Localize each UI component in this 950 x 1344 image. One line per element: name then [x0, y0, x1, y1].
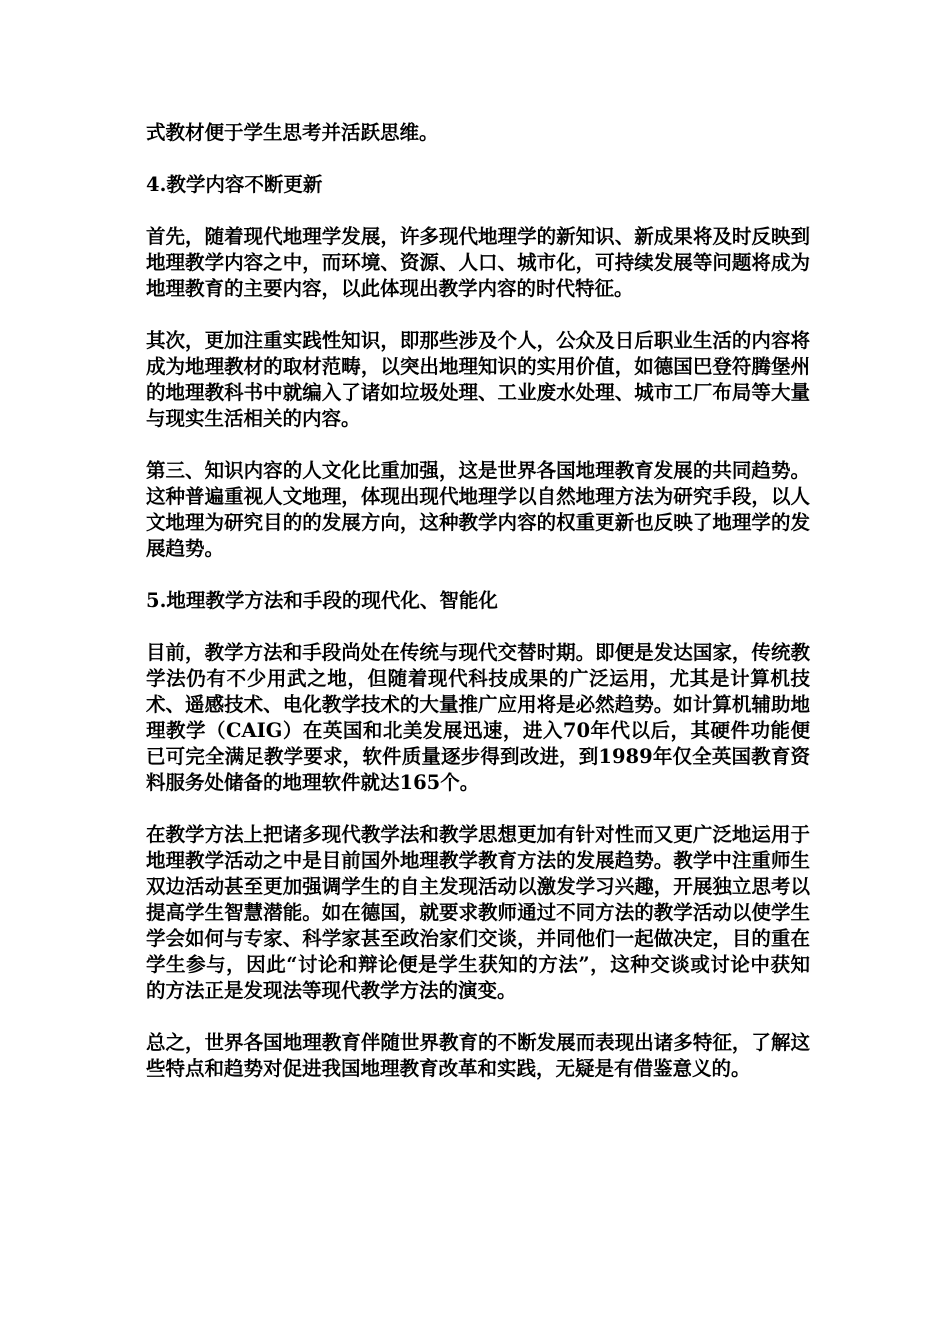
section-heading-5: 5.地理教学方法和手段的现代化、智能化 — [146, 589, 498, 612]
paragraph-continuation: 式教材便于学生思考并活跃思维。 — [146, 121, 439, 144]
paragraph-methods-trend: 在教学方法上把诸多现代教学法和教学思想更加有针对性而又更广泛地运用于地理教学活动之中是目前国外地理教学教育方法的发展趋势。教学中注重师生双边活动甚至更加强调学生的自主发现活动以激发学习兴趣，开展独立思考以提高学生智慧潜能。如在德国，就要求教师通过不同方法的教学活动以使学生学会如何与专家、科学家甚至政治家们交谈，并同他们一起做决定，目的重在学生参与，因此“讨论和辩论便是学生获知的方法”，这种交谈或讨论中获知的方法正是发现法等现代教学方法的演变。 — [146, 823, 810, 1002]
paragraph-first: 首先，随着现代地理学发展，许多现代地理学的新知识、新成果将及时反映到地理教学内容之中，而环境、资源、人口、城市化，可持续发展等问题将成为地理教育的主要内容，以此体现出教学内容的时代特征。 — [146, 225, 810, 300]
section-heading-4: 4.教学内容不断更新 — [146, 173, 323, 196]
paragraph-third: 第三、知识内容的人文化比重加强，这是世界各国地理教育发展的共同趋势。这种普遍重视人文地理，体现出现代地理学以自然地理方法为研究手段，以人文地理为研究目的的发展方向，这种教学内容的权重更新也反映了地理学的发展趋势。 — [146, 459, 810, 560]
paragraph-second: 其次，更加注重实践性知识，即那些涉及个人，公众及日后职业生活的内容将成为地理教材的取材范畴，以突出地理知识的实用价值，如德国巴登符腾堡州的地理教科书中就编入了诸如垃圾处理、工业废水处理、城市工厂布局等大量与现实生活相关的内容。 — [146, 329, 810, 430]
paragraph-conclusion: 总之，世界各国地理教育伴随世界教育的不断发展而表现出诸多特征，了解这些特点和趋势对促进我国地理教育改革和实践，无疑是有借鉴意义的。 — [146, 1031, 810, 1080]
document-page — [146, 120, 810, 1108]
paragraph-methods-current: 目前，教学方法和手段尚处在传统与现代交替时期。即便是发达国家，传统教学法仍有不少用武之地，但随着现代科技成果的广泛运用，尤其是计算机技术、遥感技术、电化教学技术的大量推广应用将是必然趋势。如计算机辅助地理教学（CAIG）在英国和北美发展迅速，进入70年代以后，其硬件功能便已可完全满足教学要求，软件质量逐步得到改进，到1989年仅全英国教育资料服务处储备的地理软件就达165个。 — [146, 641, 810, 794]
